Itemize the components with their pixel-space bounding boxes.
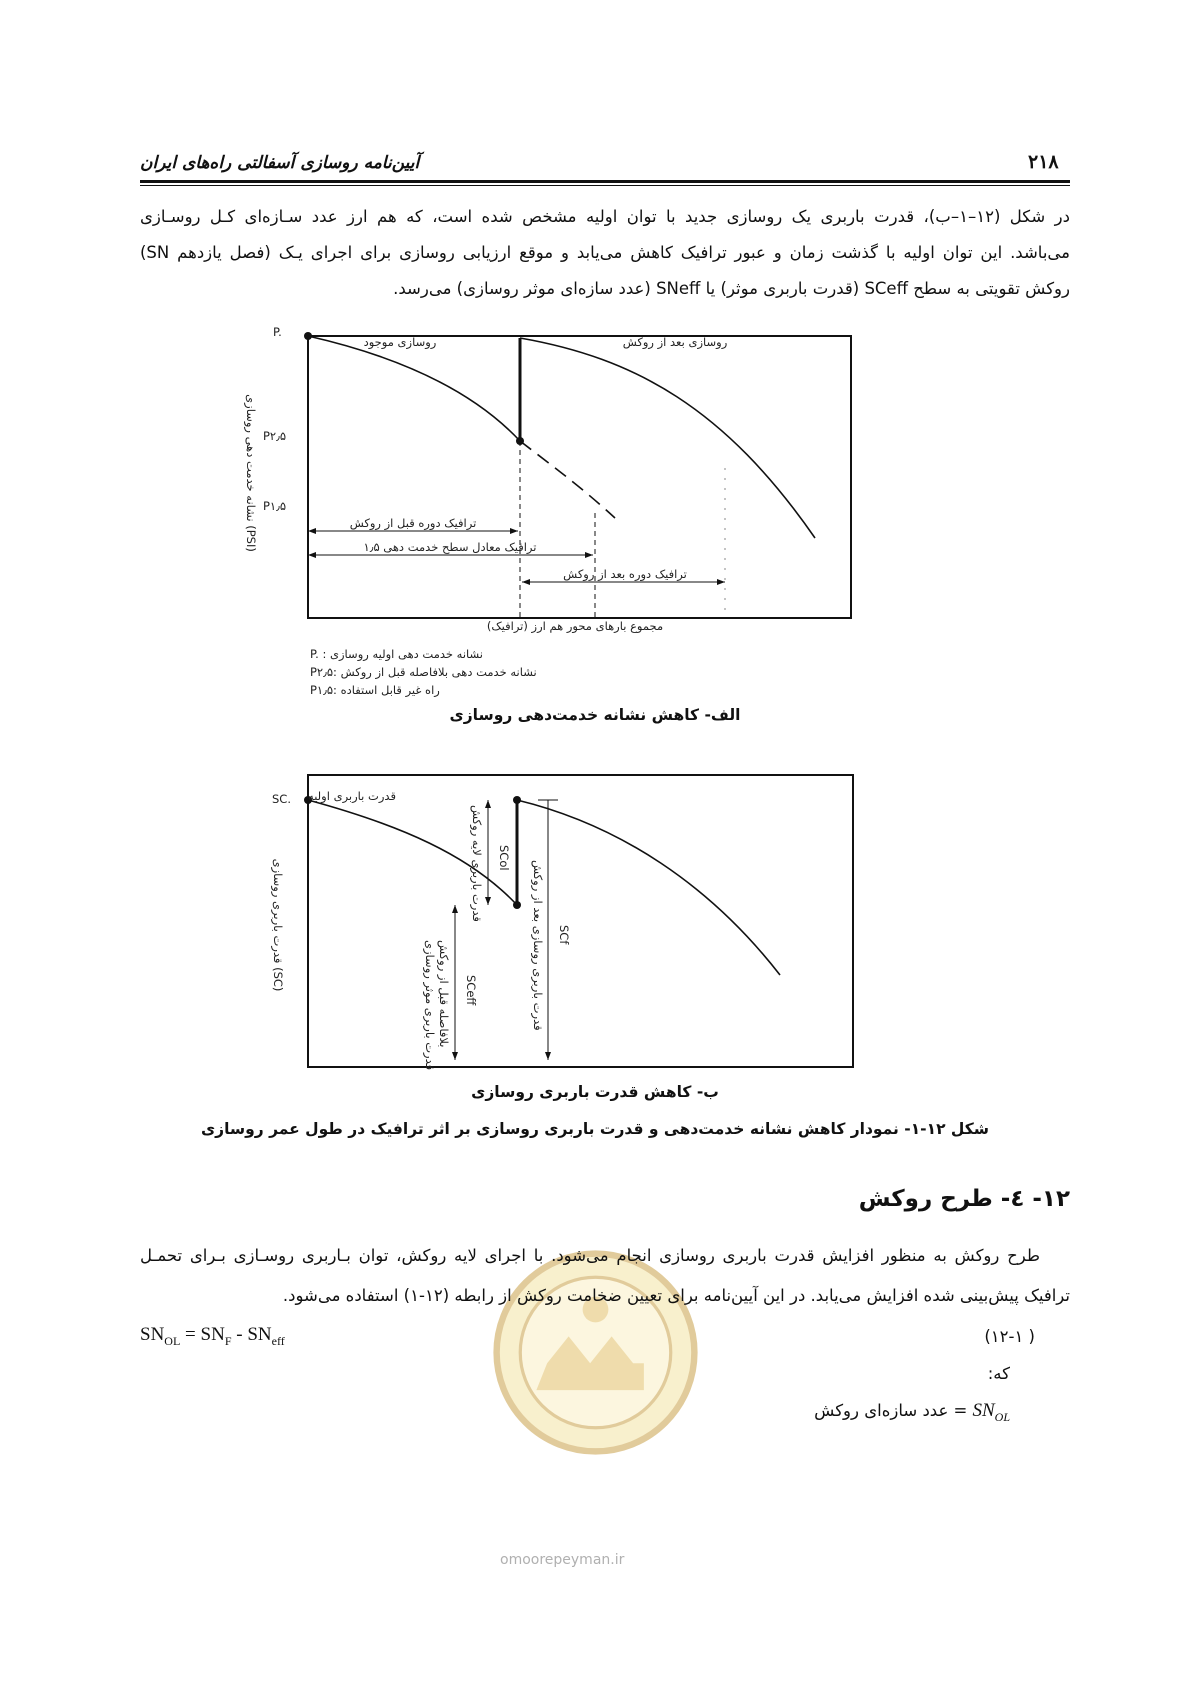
- sc-ol-label: SCol: [497, 845, 511, 871]
- section-line-1: طرح روکش به منظور افزایش قدرت باربری روسازی انجام می‌شود. با اجرای لایه روکش، توان بـاربری روسـازی بـرای تحمـل: [140, 1246, 1040, 1265]
- figure-a-caption: الف- کاهش نشانه خدمت‌دهی روسازی: [449, 706, 741, 724]
- figure-b-sc-chart: [260, 765, 900, 1080]
- sc0-label: SC.: [272, 792, 291, 806]
- traffic-before-label: ترافیک دوره قبل از روکش: [349, 516, 477, 530]
- legend-p0: P. : نشانه خدمت دهی اولیه روسازی: [310, 647, 484, 661]
- figure-a-psi-chart: [235, 318, 900, 738]
- header-rule-thick: [140, 180, 1070, 183]
- where-label: که:: [987, 1364, 1010, 1383]
- sc-eff-desc-2: بلافاصله قبل از روکش: [437, 940, 451, 1048]
- book-title: آیین‌نامه روسازی آسفالتی راه‌های ایران: [140, 153, 420, 173]
- page-number: ۲۱۸: [1028, 151, 1059, 173]
- watermark-seal-icon: [488, 1245, 703, 1460]
- equation-number: (۱۲-۱ ): [984, 1327, 1035, 1346]
- figure-b-plot-frame: [308, 775, 853, 1067]
- figure-b-y-axis-label: قدرت باربری روسازی (SC): [271, 858, 285, 992]
- intro-line-3: روکش تقویتی به سطح SCeff (قدرت باربری موثر) یا SNeff (عدد سازه‌ای موثر روسازی) می‌رسد.: [393, 279, 1070, 298]
- sc-before-overlay-point: [513, 901, 521, 909]
- figure-caption: شکل ۱۲-۱- نمودار کاهش نشانه خدمت‌دهی و قدرت باربری روسازی بر اثر ترافیک در طول عمر روسازی: [200, 1120, 990, 1138]
- sc-ol-desc: قدرت باربری لایه روکش: [470, 805, 484, 922]
- p0-label: P.: [273, 325, 282, 339]
- figure-a-x-axis-label: مجموع بارهای محور هم ارز (ترافیک): [486, 619, 664, 633]
- p25-label: P۲٫۵: [263, 429, 287, 443]
- figure-a-y-axis-label: نشانه خدمت دهی روسازی (PSI): [244, 394, 258, 552]
- sc-overlay-top-point: [513, 796, 521, 804]
- existing-pavement-label: روسازی موجود: [363, 335, 437, 349]
- watermark-site: omoorepeyman.ir: [500, 1552, 625, 1568]
- section-heading: ۱۲- ٤- طرح روکش: [858, 1186, 1070, 1212]
- p0-point: [304, 332, 312, 340]
- legend-p15: P۱٫۵: راه غیر قابل استفاده: [310, 683, 440, 697]
- traffic-equiv-label: ترافیک معادل سطح خدمت دهی ۱٫۵: [363, 540, 537, 554]
- intro-line-1: در شکل (۱۲–۱–ب)، قدرت باربری یک روسازی جدید با توان اولیه مشخص شده است، که هم ارز عدد سـازه‌ای کـل روسـازی: [140, 207, 1070, 226]
- sc-f-label: SCf: [557, 925, 571, 945]
- section-line-2: ترافیک پیش‌بینی شده افزایش می‌یابد. در این آیین‌نامه برای تعیین ضخامت روکش از رابطه (۱۲-۱) استفاده می‌شود.: [282, 1286, 1070, 1305]
- p15-label: P۱٫۵: [263, 499, 287, 513]
- after-overlay-label: روسازی بعد از روکش: [622, 335, 728, 349]
- definition-line: = عدد سازه‌ای روکش $SN_{OL}$: [814, 1400, 1010, 1424]
- sc-after-overlay-curve: [517, 800, 780, 975]
- after-overlay-curve: [520, 338, 815, 538]
- equation-overlay: $SN_{OL} = SN_F - SN_{eff}$: [140, 1324, 285, 1348]
- sc-decline-curve: [308, 800, 517, 905]
- intro-line-2: (SN فصل یازدهم) می‌باشد. این توان اولیه با گذشت زمان و عبور ترافیک کاهش می‌یابد و موقع ارزیابی روسازی برای اجرای یـک: [140, 243, 1071, 262]
- header-rule-thin: [140, 185, 1070, 186]
- sc-eff-label: SCeff: [464, 975, 478, 1006]
- existing-pavement-curve: [308, 336, 520, 441]
- sc-eff-desc-1: قدرت باربری موثر روسازی: [423, 940, 437, 1071]
- initial-capacity-label: قدرت باربری اولیه: [308, 789, 396, 803]
- sc-f-desc: قدرت باربری روسازی بعد از روکش: [531, 860, 545, 1031]
- existing-pavement-dashed-extension: [520, 441, 615, 518]
- traffic-after-label: ترافیک دوره بعد از روکش: [563, 567, 687, 581]
- legend-p25: P۲٫۵: نشانه خدمت دهی بلافاصله قبل از روکش: [310, 665, 537, 679]
- figure-b-caption: ب- کاهش قدرت باربری روسازی: [471, 1083, 719, 1101]
